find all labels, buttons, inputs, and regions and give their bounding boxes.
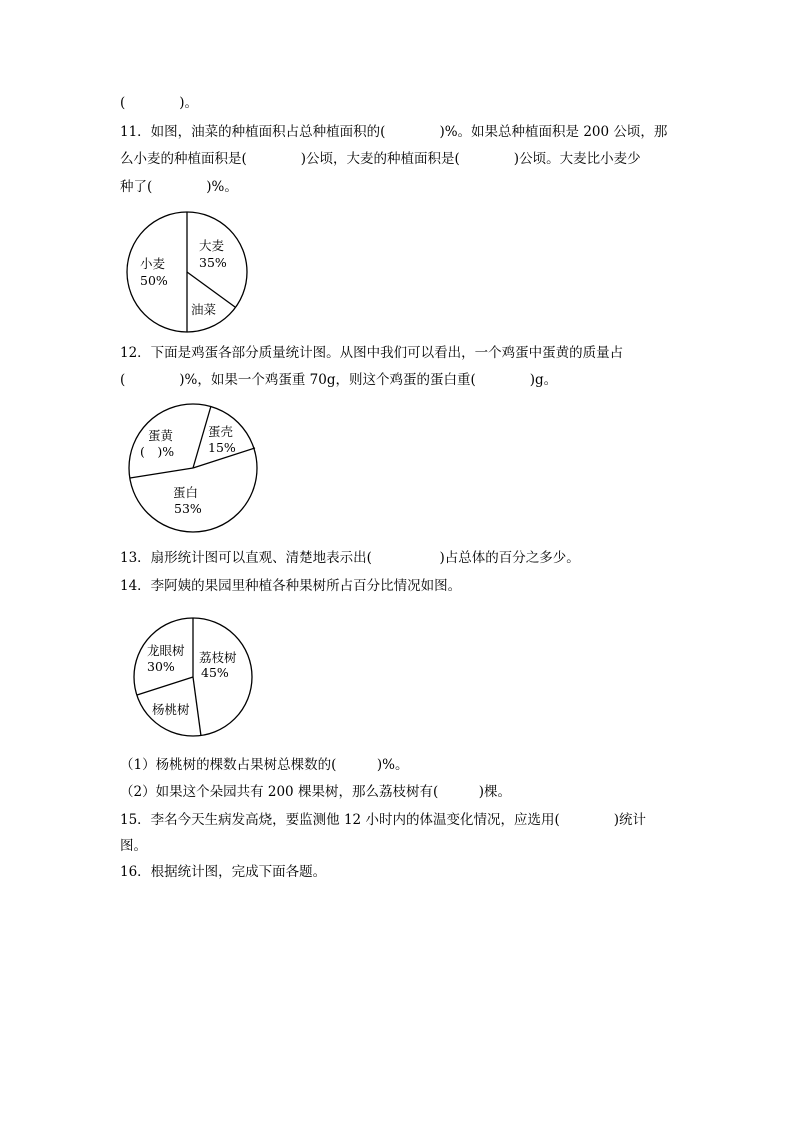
slice-label-damai: 大麦	[199, 238, 225, 253]
q11-line-3: 种了( )%。	[120, 179, 238, 195]
slice-value-xiaomai: 50%	[140, 273, 168, 288]
slice-divider	[137, 677, 193, 695]
slice-label-danbai: 蛋白	[173, 485, 199, 500]
slice-label-lizhi: 荔枝树	[199, 650, 237, 665]
q14-sub2: （2）如果这个朵园共有 200 棵果树，那么荔枝树有( )棵。	[120, 784, 511, 800]
q10-answer-line: ( )。	[120, 95, 199, 111]
slice-value-danbai: 53%	[174, 501, 202, 516]
slice-label-danhuang: 蛋黄	[148, 428, 174, 443]
pie-chart-crops	[125, 210, 250, 339]
slice-label-xiaomai: 小麦	[140, 256, 166, 271]
slice-value-lizhi: 45%	[201, 665, 229, 680]
slice-label-longyan: 龙眼树	[147, 643, 185, 658]
q15-line-1: 15．李名今天生病发高烧，要监测他 12 小时内的体温变化情况，应选用( )统计	[120, 812, 646, 828]
slice-label-danke: 蛋壳	[208, 424, 234, 439]
q16-line: 16．根据统计图，完成下面各题。	[120, 864, 327, 880]
pie-chart-fruit-trees	[133, 616, 255, 742]
slice-value-longyan: 30%	[147, 659, 175, 674]
q12-line-1: 12．下面是鸡蛋各部分质量统计图。从图中我们可以看出，一个鸡蛋中蛋黄的质量占	[120, 345, 624, 361]
q13-line: 13．扇形统计图可以直观、清楚地表示出( )占总体的百分之多少。	[120, 550, 580, 566]
q14-line: 14．李阿姨的果园里种植各种果树所占百分比情况如图。	[120, 578, 462, 594]
slice-value-danhuang: ( )%	[140, 444, 175, 459]
slice-divider	[193, 677, 201, 736]
pie-chart-egg	[128, 403, 260, 539]
slice-value-danke: 15%	[208, 440, 236, 455]
slice-value-damai: 35%	[199, 255, 227, 270]
q14-sub1: （1）杨桃树的棵数占果树总棵数的( )%。	[120, 757, 409, 773]
q11-line-2: 么小麦的种植面积是( )公顷，大麦的种植面积是( )公顷。大麦比小麦少	[120, 151, 641, 167]
q15-line-2: 图。	[120, 838, 147, 854]
slice-label-youcai: 油菜	[191, 302, 217, 317]
slice-divider	[130, 468, 193, 478]
q11-line-1: 11．如图，油菜的种植面积占总种植面积的( )%。如果总种植面积是 200 公顷，那	[120, 124, 668, 140]
q12-line-2: ( )%，如果一个鸡蛋重 70g，则这个鸡蛋的蛋白重( )g。	[120, 372, 558, 388]
slice-label-yangtao: 杨桃树	[152, 702, 190, 717]
